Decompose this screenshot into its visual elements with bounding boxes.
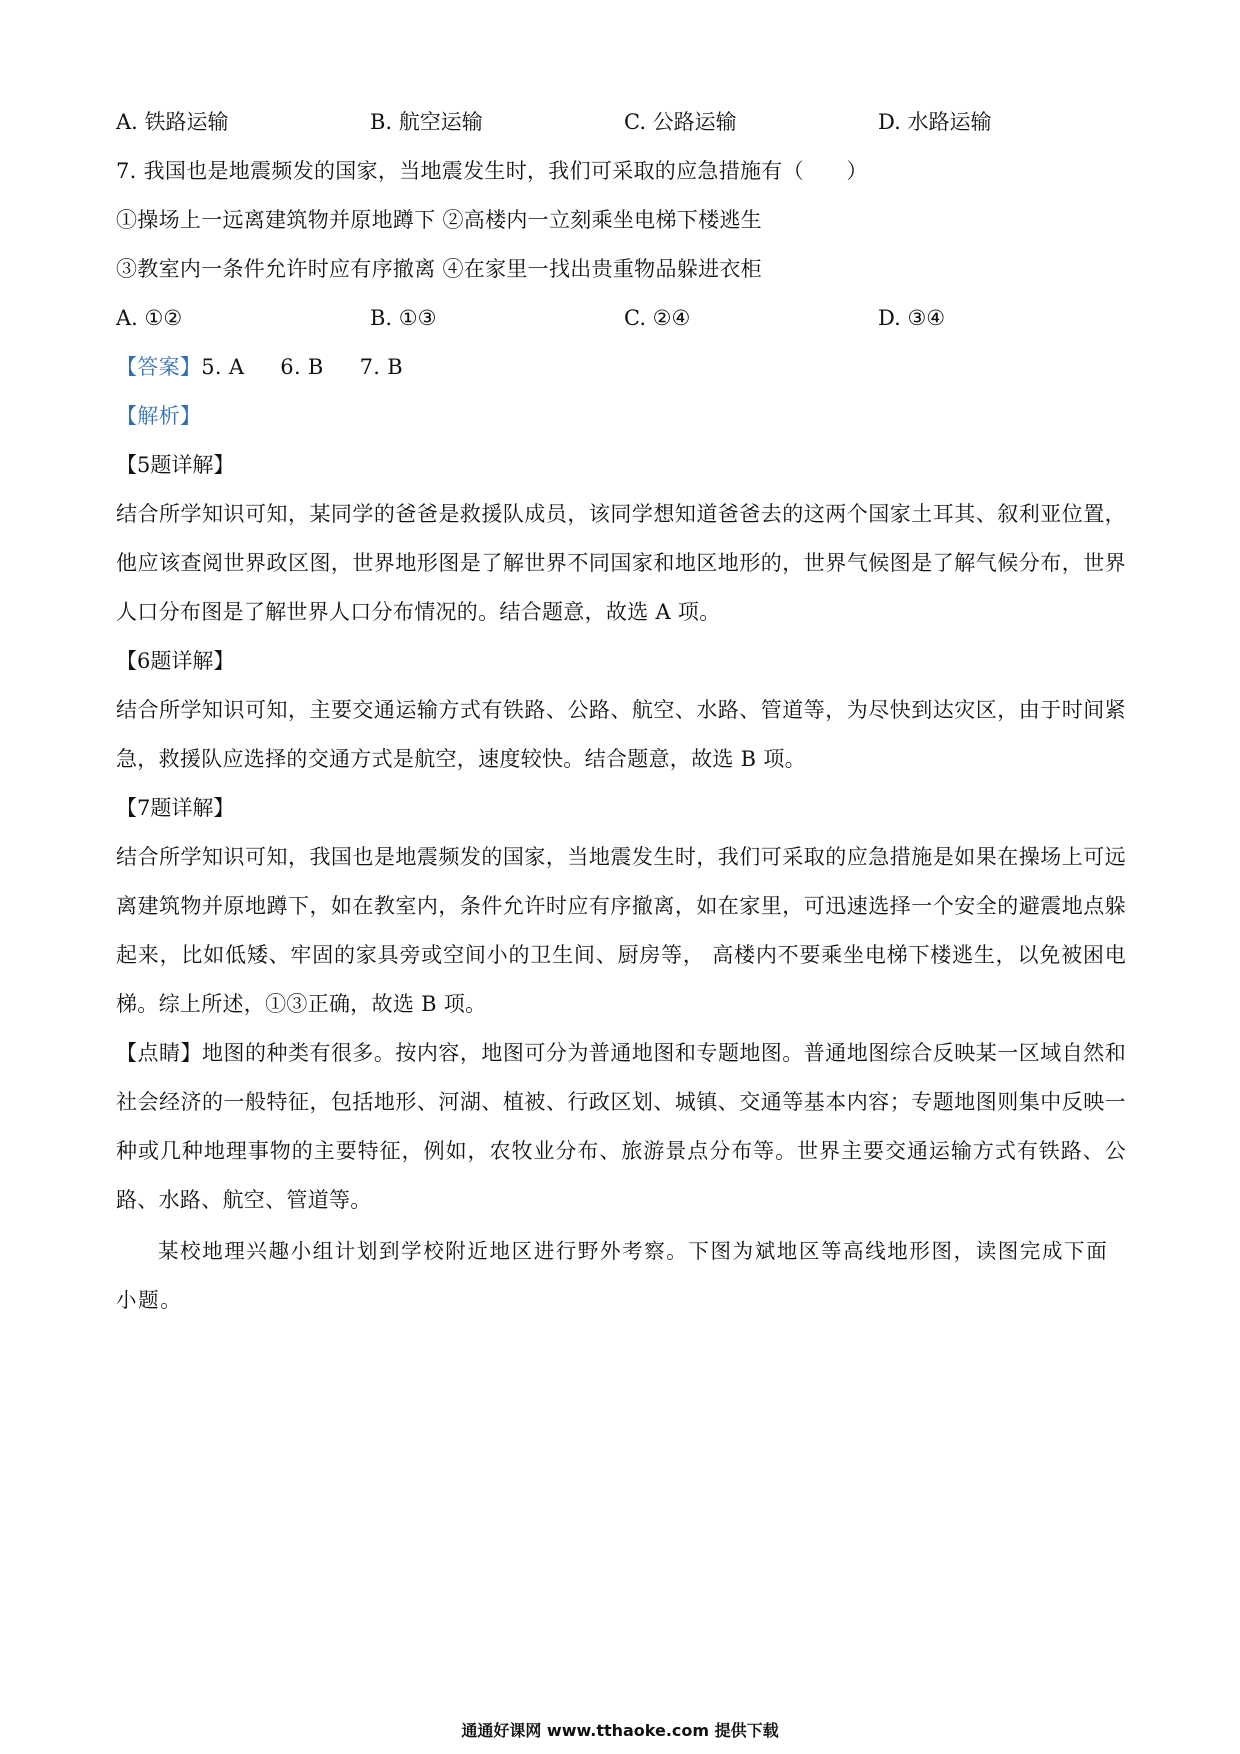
detail-text-7: 结合所学知识可知，我国也是地震频发的国家，当地震发生时，我们可采取的应急措施是如果在操场上可远离建筑物并原地蹲下，如在教室内，条件允许时应有序撤离，如在家里，可迅速选择一个安全的避震地点躲起来，比如低矮、牢固的家具旁或空间小的卫生间、厨房等， 高楼内不要乘坐电梯下楼逃生，以免被困电梯。综上所述，①③正确，故选 B 项。: [116, 845, 1126, 1016]
comment-text: 地图的种类有很多。按内容，地图可分为普通地图和专题地图。普通地图综合反映某一区域自然和社会经济的一般特征，包括地形、河湖、植被、行政区划、城镇、交通等基本内容；专题地图则集中反映一种或几种地理事物的主要特征，例如，农牧业分布、旅游景点分布等。世界主要交通运输方式有铁路、公路、水路、航空、管道等。: [116, 1041, 1126, 1212]
analysis-label: 【解析】: [116, 404, 202, 428]
option-d: D. 水路运输: [878, 110, 992, 134]
q7-items-line-1: ①操场上一远离建筑物并原地蹲下 ②高楼内一立刻乘坐电梯下楼逃生: [116, 208, 762, 232]
answer-line: [116, 343, 1126, 392]
q6-options: [116, 98, 1126, 147]
comment-paragraph: [116, 1029, 1126, 1225]
comment-label: 【点睛】: [116, 1041, 202, 1065]
option-a: A. ①②: [116, 306, 183, 330]
q7-stem: 7. 我国也是地震频发的国家，当地震发生时，我们可采取的应急措施有（ ）: [116, 159, 868, 183]
detail-heading-5: 【5题详解】: [116, 453, 235, 477]
option-b: B. ①③: [370, 306, 437, 330]
answer-label: 【答案】: [116, 355, 202, 379]
q7-items-line-2: ③教室内一条件允许时应有序撤离 ④在家里一找出贵重物品躲进衣柜: [116, 257, 762, 281]
option-c: C. 公路运输: [624, 110, 737, 134]
option-c: C. ②④: [624, 306, 691, 330]
option-b: B. 航空运输: [370, 110, 483, 134]
detail-heading-6: 【6题详解】: [116, 649, 235, 673]
document-page: [116, 98, 1126, 1325]
answer-item: 6. B: [280, 355, 324, 379]
q7-options: [116, 294, 1126, 343]
answer-item: 7. B: [359, 355, 403, 379]
answer-item: 5. A: [201, 355, 245, 379]
detail-text-6: 结合所学知识可知，主要交通运输方式有铁路、公路、航空、水路、管道等，为尽快到达灾区，由于时间紧急，救援队应选择的交通方式是航空，速度较快。结合题意，故选 B 项。: [116, 698, 1126, 771]
option-a: A. 铁路运输: [116, 110, 229, 134]
page-footer: 通通好课网 www.tthaoke.com 提供下载: [461, 1721, 779, 1740]
next-section-intro: 某校地理兴趣小组计划到学校附近地区进行野外考察。下图为斌地区等高线地形图，读图完成下面小题。: [116, 1239, 1109, 1312]
detail-text-5: 结合所学知识可知，某同学的爸爸是救援队成员，该同学想知道爸爸去的这两个国家土耳其、叙利亚位置，他应该查阅世界政区图，世界地形图是了解世界不同国家和地区地形的，世界气候图是了解气候分布，世界人口分布图是了解世界人口分布情况的。结合题意，故选 A 项。: [116, 502, 1126, 624]
option-d: D. ③④: [878, 306, 946, 330]
detail-heading-7: 【7题详解】: [116, 796, 235, 820]
